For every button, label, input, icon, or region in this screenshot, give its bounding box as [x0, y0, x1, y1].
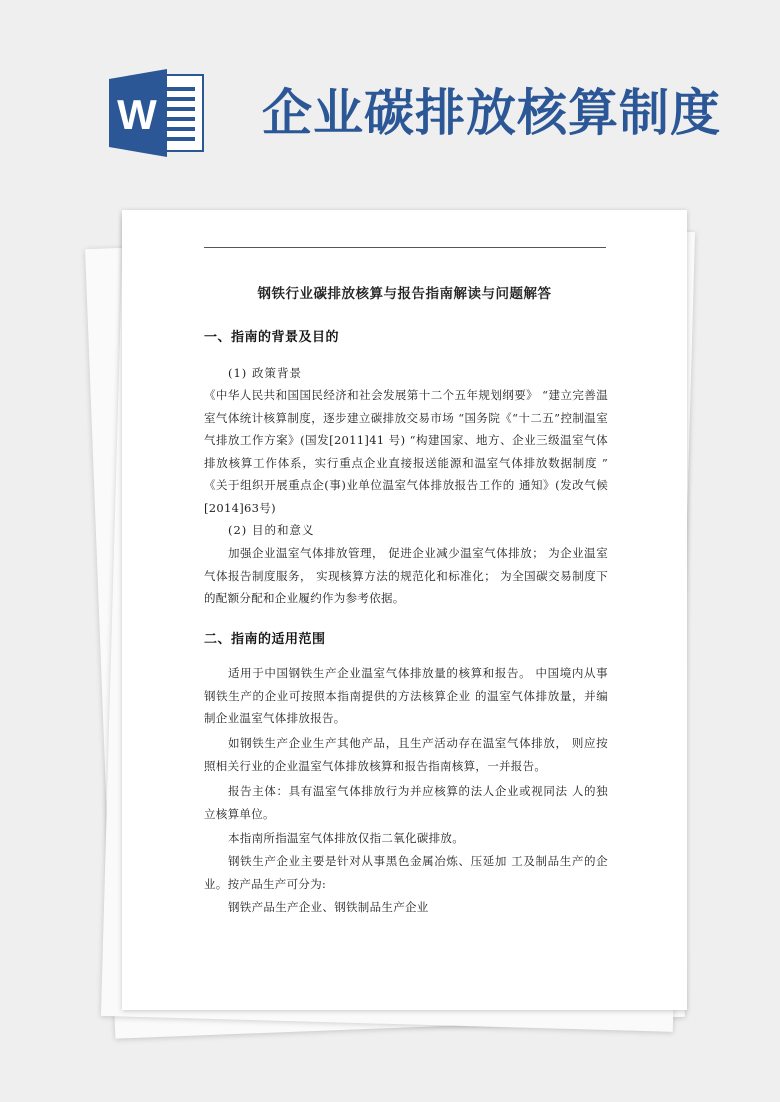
section-1-sub-2-text: 加强企业温室气体排放管理， 促进企业减少温室气体排放； 为企业温室气体报告制度服务， 实现核算方法的规范化和标准化； 为全国碳交易制度下的配额分配和企业履约作为参考依据。 — [204, 546, 608, 605]
word-document-icon — [109, 69, 205, 157]
section-2-heading: 二、指南的适用范围 — [204, 632, 326, 647]
section-1-sub-2-label: (2) 目的和意义 — [228, 523, 315, 537]
section-1-heading: 一、指南的背景及目的 — [204, 330, 340, 345]
section-2-paragraph-5: 钢铁生产企业主要是针对从事黑色金属冶炼、压延加 工及制品生产的企业。按产品生产可分为: — [204, 854, 608, 891]
section-2-paragraph-6: 钢铁产品生产企业、钢铁制品生产企业 — [228, 900, 429, 914]
document-title: 钢铁行业碳排放核算与报告指南解读与问题解答 — [257, 286, 552, 302]
section-2-paragraph-1: 适用于中国钢铁生产企业温室气体排放量的核算和报告。 中国境内从事钢铁生产的企业可按照本指南提供的方法核算企业 的温室气体排放量，并编制企业温室气体排放报告。 — [204, 666, 608, 725]
section-1-sub-1-text: 《中华人民共和国国民经济和社会发展第十二个五年规划纲要》 “建立完善温室气体统计核算制度，逐步建立碳排放交易市场 “国务院《“十二五”控制温室气排放工作方案》(国发[2011]41 号) “构建国家、地方、企业三级温室气体排放核算工作体系，实行重点企业直接报送能源和温室气体排放数据制度 ” 《关于组织开展重点企(事)业单位温室气体排放报告工作的 通知》(发改气候[2014]63号) — [204, 388, 608, 515]
page-title: 企业碳排放核算制度 — [262, 84, 721, 142]
header-rule — [204, 247, 606, 248]
section-2-paragraph-4: 本指南所指温室气体排放仅指二氧化碳排放。 — [228, 831, 464, 845]
section-2-paragraph-2: 如钢铁生产企业生产其他产品，且生产活动存在温室气体排放， 则应按照相关行业的企业温室气体排放核算和报告指南核算，一并报告。 — [204, 736, 608, 773]
section-2-paragraph-3: 报告主体：具有温室气体排放行为并应核算的法人企业或视同法 人的独立核算单位。 — [204, 784, 608, 821]
section-1-sub-1-label: (1) 政策背景 — [228, 366, 302, 380]
word-logo-letter: W — [117, 91, 157, 138]
header — [0, 0, 780, 200]
document-page — [122, 210, 687, 1010]
